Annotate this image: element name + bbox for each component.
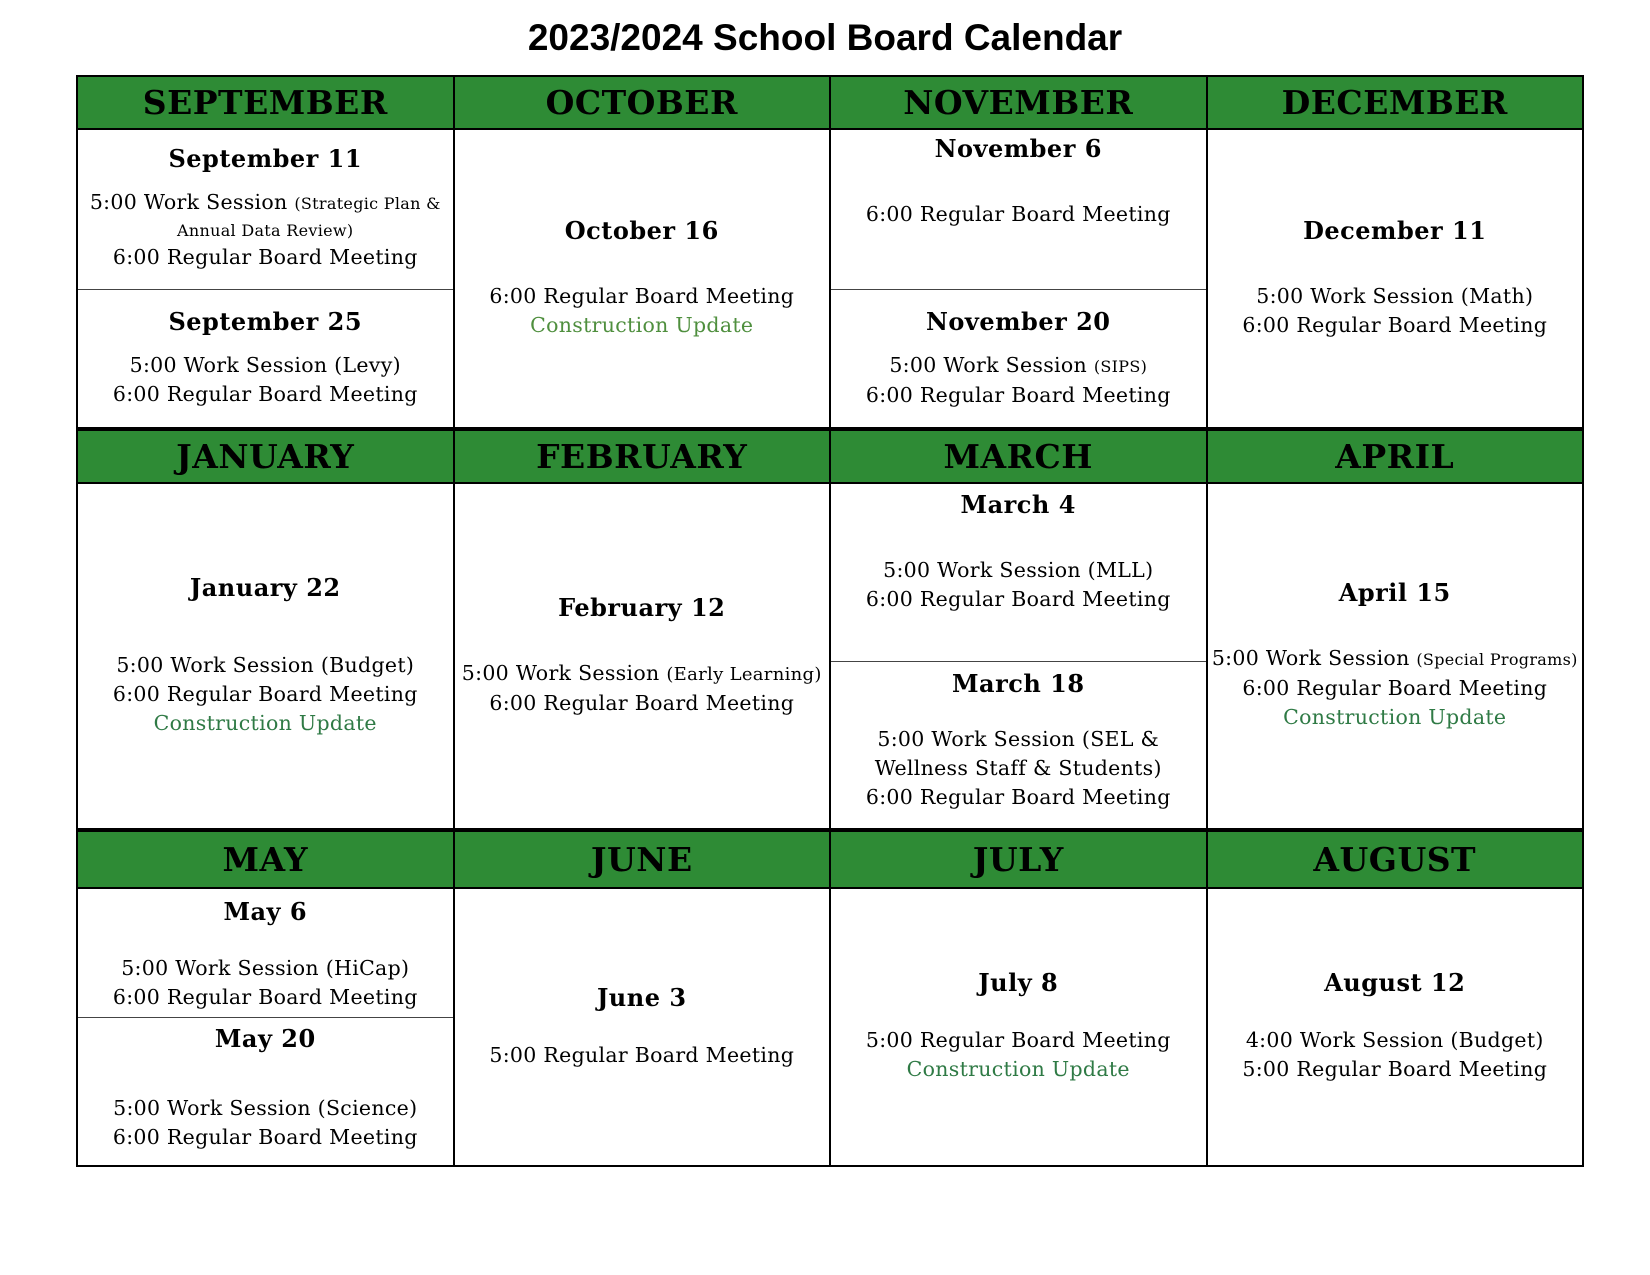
meeting-entry-jul8 (831, 887, 1206, 1165)
month-cell-august (1208, 887, 1585, 1167)
meeting-line: 6:00 Regular Board Meeting (112, 1125, 418, 1150)
construction-update-note: Construction Update (530, 312, 754, 337)
meeting-line: 6:00 Regular Board Meeting (865, 784, 1171, 809)
meeting-entry-feb12 (455, 482, 830, 828)
month-header-row (76, 830, 1584, 887)
meeting-line: 6:00 Regular Board Meeting (112, 985, 418, 1009)
month-label: AUGUST (1313, 840, 1477, 879)
month-header-may (78, 832, 455, 889)
construction-update-note: Construction Update (153, 710, 377, 735)
month-header-july (831, 832, 1208, 889)
meeting-entry-oct16 (455, 128, 830, 427)
month-cell-september (78, 128, 455, 429)
meeting-line: 6:00 Regular Board Meeting (865, 202, 1171, 226)
meeting-line: 5:00 Work Session (Levy) (129, 353, 401, 378)
month-header-january (78, 431, 455, 484)
month-cell-july (831, 887, 1208, 1167)
meeting-date: October 16 (564, 215, 719, 245)
month-label: JUNE (590, 840, 693, 879)
construction-update-note: Construction Update (906, 1057, 1130, 1081)
month-label: DECEMBER (1281, 83, 1508, 122)
meeting-date: December 11 (1303, 215, 1487, 245)
meeting-line: 5:00 Work Session (MLL) (883, 558, 1154, 582)
month-label: JULY (972, 840, 1064, 879)
meeting-entry-may20 (78, 1017, 453, 1165)
meeting-date: August 12 (1324, 968, 1466, 997)
meeting-line: 6:00 Regular Board Meeting (1242, 676, 1548, 700)
month-cell-june (455, 887, 832, 1167)
month-header-april (1208, 431, 1585, 484)
month-body-row (76, 887, 1584, 1167)
month-header-row (76, 429, 1584, 482)
meeting-line: 5:00 Work Session (HiCap) (121, 956, 410, 980)
meeting-date: July 8 (978, 968, 1059, 997)
meeting-date: September 25 (168, 307, 363, 337)
month-header-september (78, 77, 455, 130)
meeting-line: 5:00 Regular Board Meeting (489, 1042, 795, 1067)
meeting-date: March 18 (951, 668, 1085, 698)
month-header-august (1208, 832, 1585, 889)
meeting-line: 6:00 Regular Board Meeting (865, 587, 1171, 611)
meeting-line: 5:00 Regular Board Meeting (865, 1028, 1171, 1052)
meeting-line: 6:00 Regular Board Meeting (489, 283, 795, 308)
meeting-line: 6:00 Regular Board Meeting (1242, 312, 1548, 337)
month-cell-december (1208, 128, 1585, 429)
meeting-date: May 20 (214, 1024, 316, 1054)
meeting-entry-may6 (78, 887, 453, 1017)
month-cell-november (831, 128, 1208, 429)
meeting-line: 5:00 Work Session (1211, 646, 1417, 670)
meeting-entry-jun3 (455, 887, 830, 1165)
calendar-grid (76, 75, 1584, 1167)
month-body-row (76, 128, 1584, 429)
meeting-line: 6:00 Regular Board Meeting (112, 245, 418, 270)
meeting-date: February 12 (558, 592, 726, 622)
month-label: JANUARY (176, 437, 355, 476)
month-header-row (76, 75, 1584, 128)
meeting-line: 6:00 Regular Board Meeting (112, 382, 418, 407)
month-cell-february (455, 482, 832, 830)
construction-update-note: Construction Update (1283, 705, 1507, 729)
meeting-date: November 6 (934, 134, 1102, 163)
meeting-date: April 15 (1338, 578, 1451, 607)
meeting-date: June 3 (596, 982, 687, 1012)
month-label: MARCH (943, 437, 1093, 476)
meeting-entry-sep25 (78, 289, 453, 427)
meeting-entry-nov6 (831, 128, 1206, 289)
meeting-line: 6:00 Regular Board Meeting (112, 681, 418, 706)
meeting-entry-mar18 (831, 661, 1206, 828)
meeting-line: 6:00 Regular Board Meeting (489, 690, 795, 715)
month-header-june (455, 832, 832, 889)
meeting-line: 5:00 Work Session (89, 190, 295, 215)
meeting-line: Wellness Staff & Students) (874, 755, 1162, 780)
month-header-november (831, 77, 1208, 130)
month-header-february (455, 431, 832, 484)
meeting-entry-dec11 (1208, 128, 1583, 427)
month-label: MAY (222, 840, 309, 879)
meeting-entry-jan22 (78, 482, 453, 828)
month-label: FEBRUARY (536, 437, 748, 476)
meeting-entry-apr15 (1208, 482, 1583, 828)
month-label: APRIL (1335, 437, 1455, 476)
month-body-row (76, 482, 1584, 830)
meeting-line: 5:00 Work Session (SEL & (877, 726, 1160, 751)
meeting-date: January 22 (189, 572, 341, 602)
meeting-line: 5:00 Work Session (Budget) (116, 652, 415, 677)
meeting-date: March 4 (960, 490, 1076, 519)
month-cell-april (1208, 482, 1585, 830)
month-cell-march (831, 482, 1208, 830)
meeting-line: 4:00 Work Session (Budget) (1245, 1028, 1544, 1052)
month-cell-may (78, 887, 455, 1167)
month-label: NOVEMBER (903, 83, 1134, 122)
meeting-line: 6:00 Regular Board Meeting (865, 382, 1171, 407)
meeting-line: 5:00 Work Session (889, 352, 1094, 377)
meeting-entry-nov20 (831, 289, 1206, 427)
meeting-line-detail: (Early Learning) (666, 663, 822, 685)
meeting-line: 5:00 Work Session (Science) (113, 1096, 418, 1121)
meeting-line: 5:00 Work Session (461, 660, 667, 685)
month-label: SEPTEMBER (142, 83, 388, 122)
meeting-line: 5:00 Regular Board Meeting (1242, 1057, 1548, 1081)
meeting-entry-mar4 (831, 482, 1206, 661)
meeting-line-detail: (Strategic Plan & (294, 194, 441, 214)
month-cell-january (78, 482, 455, 830)
meeting-line-detail: (SIPS) (1093, 356, 1148, 376)
meeting-line: Annual Data Review) (177, 221, 354, 241)
meeting-entry-aug12 (1208, 887, 1583, 1165)
month-cell-october (455, 128, 832, 429)
meeting-date: September 11 (168, 144, 363, 174)
month-header-october (455, 77, 832, 130)
month-header-december (1208, 77, 1585, 130)
meeting-line: 5:00 Work Session (Math) (1256, 283, 1534, 308)
meeting-date: May 6 (223, 897, 308, 926)
month-header-march (831, 431, 1208, 484)
month-label: OCTOBER (545, 83, 738, 122)
meeting-date: November 20 (925, 306, 1111, 336)
meeting-entry-sep11 (78, 128, 453, 289)
meeting-line-detail: (Special Programs) (1416, 650, 1578, 669)
page-title: 2023/2024 School Board Calendar (527, 17, 1123, 58)
